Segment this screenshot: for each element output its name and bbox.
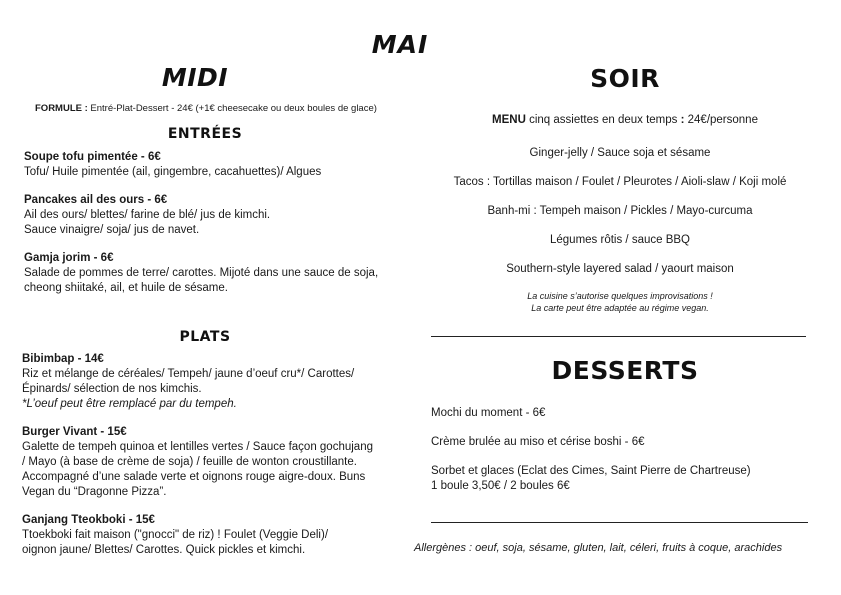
divider-soir xyxy=(431,336,806,337)
soir-note xyxy=(420,290,820,314)
menu-colon: : xyxy=(680,114,685,126)
soir-item: Banh-mi : Tempeh maison / Pickles / Mayo-curcuma xyxy=(487,205,753,217)
entree-item xyxy=(24,251,414,296)
allergens-note: Allergènes : oeuf, soja, sésame, gluten, lait, céleri, fruits à coque, arachides xyxy=(414,542,783,554)
plat-name: Burger Vivant - 15€ xyxy=(22,426,127,438)
dessert-item xyxy=(431,464,821,494)
plat-desc: Épinards/ sélection de nos kimchis. xyxy=(22,383,202,395)
soir-note-line: La carte peut être adaptée au régime vegan. xyxy=(531,303,709,313)
entree-name: Soupe tofu pimentée - 6€ xyxy=(24,151,161,163)
soir-list xyxy=(420,146,820,284)
entrees-list xyxy=(24,150,414,296)
plat-desc: Riz et mélange de céréales/ Tempeh/ jaune d’oeuf cru*/ Carottes/ xyxy=(22,368,355,380)
plat-desc: Ttoekboki fait maison ("gnocci" de riz) ! Foulet (Veggie Deli)/ xyxy=(22,529,329,541)
entree-desc: Salade de pommes de terre/ carottes. Mijoté dans une sauce de soja, xyxy=(24,267,379,279)
divider-desserts xyxy=(431,522,808,523)
dessert-item xyxy=(431,435,821,464)
soir-item: Tacos : Tortillas maison / Foulet / Pleurotes / Aioli-slaw / Koji molé xyxy=(453,176,787,188)
plat-desc: Accompagné d’une salade verte et oignons rouge aigre-doux. Buns xyxy=(22,471,366,483)
entree-item xyxy=(24,193,414,238)
soir-menu-line xyxy=(430,113,820,128)
plats-title: PLATS xyxy=(179,329,231,345)
formule-text: Entré-Plat-Dessert - 24€ (+1€ cheesecake ou deux boules de glace) xyxy=(90,103,377,114)
soir-note-line: La cuisine s’autorise quelques improvisations ! xyxy=(527,291,713,301)
plat-item xyxy=(22,352,417,412)
soir-item: Ginger-jelly / Sauce soja et sésame xyxy=(529,147,711,159)
plat-note: *L’oeuf peut être remplacé par du tempeh. xyxy=(22,398,237,410)
plat-item xyxy=(22,425,417,500)
plat-desc: oignon jaune/ Blettes/ Carottes. Quick pickles et kimchi. xyxy=(22,544,306,556)
plat-desc: Vegan du “Dragonne Pizza”. xyxy=(22,486,167,498)
entrees-title: ENTRÉES xyxy=(167,126,243,142)
entree-desc: Ail des ours/ blettes/ farine de blé/ jus de kimchi. xyxy=(24,209,271,221)
menu-price: 24€/personne xyxy=(684,114,758,126)
dessert-text: Sorbet et glaces (Eclat des Cimes, Saint Pierre de Chartreuse) xyxy=(431,465,751,477)
dessert-text: 1 boule 3,50€ / 2 boules 6€ xyxy=(431,480,570,492)
brand-logo: MAI xyxy=(371,30,429,59)
entree-name: Gamja jorim - 6€ xyxy=(24,252,114,264)
dessert-item xyxy=(431,406,821,435)
plat-desc: Galette de tempeh quinoa et lentilles vertes / Sauce façon gochujang xyxy=(22,441,373,453)
plat-item xyxy=(22,513,417,558)
entree-name: Pancakes ail des ours - 6€ xyxy=(24,194,168,206)
midi-title: MIDI xyxy=(161,63,229,92)
formule-line xyxy=(35,103,405,114)
entree-desc: Sauce vinaigre/ soja/ jus de navet. xyxy=(24,224,200,236)
plat-desc: / Mayo (à base de crème de soja) / feuille de wonton croustillante. xyxy=(22,456,357,468)
plats-list xyxy=(22,352,417,558)
entree-item xyxy=(24,150,414,180)
soir-item: Légumes rôtis / sauce BBQ xyxy=(550,234,690,246)
desserts-list xyxy=(431,406,821,494)
entree-desc: cheong shiitaké, ail, et huile de sésame. xyxy=(24,282,228,294)
desserts-title: DESSERTS xyxy=(551,356,699,385)
soir-title: SOIR xyxy=(590,64,660,93)
plat-name: Ganjang Tteokboki - 15€ xyxy=(22,514,155,526)
formule-label: FORMULE : xyxy=(35,103,88,114)
entree-desc: Tofu/ Huile pimentée (ail, gingembre, cacahuettes)/ Algues xyxy=(24,166,322,178)
soir-item: Southern-style layered salad / yaourt maison xyxy=(506,263,734,275)
menu-label: MENU xyxy=(492,114,526,126)
menu-text: cinq assiettes en deux temps xyxy=(525,114,681,126)
dessert-text: Crème brulée au miso et cérise boshi - 6€ xyxy=(431,436,645,448)
plat-name: Bibimbap - 14€ xyxy=(22,353,104,365)
dessert-text: Mochi du moment - 6€ xyxy=(431,407,546,419)
